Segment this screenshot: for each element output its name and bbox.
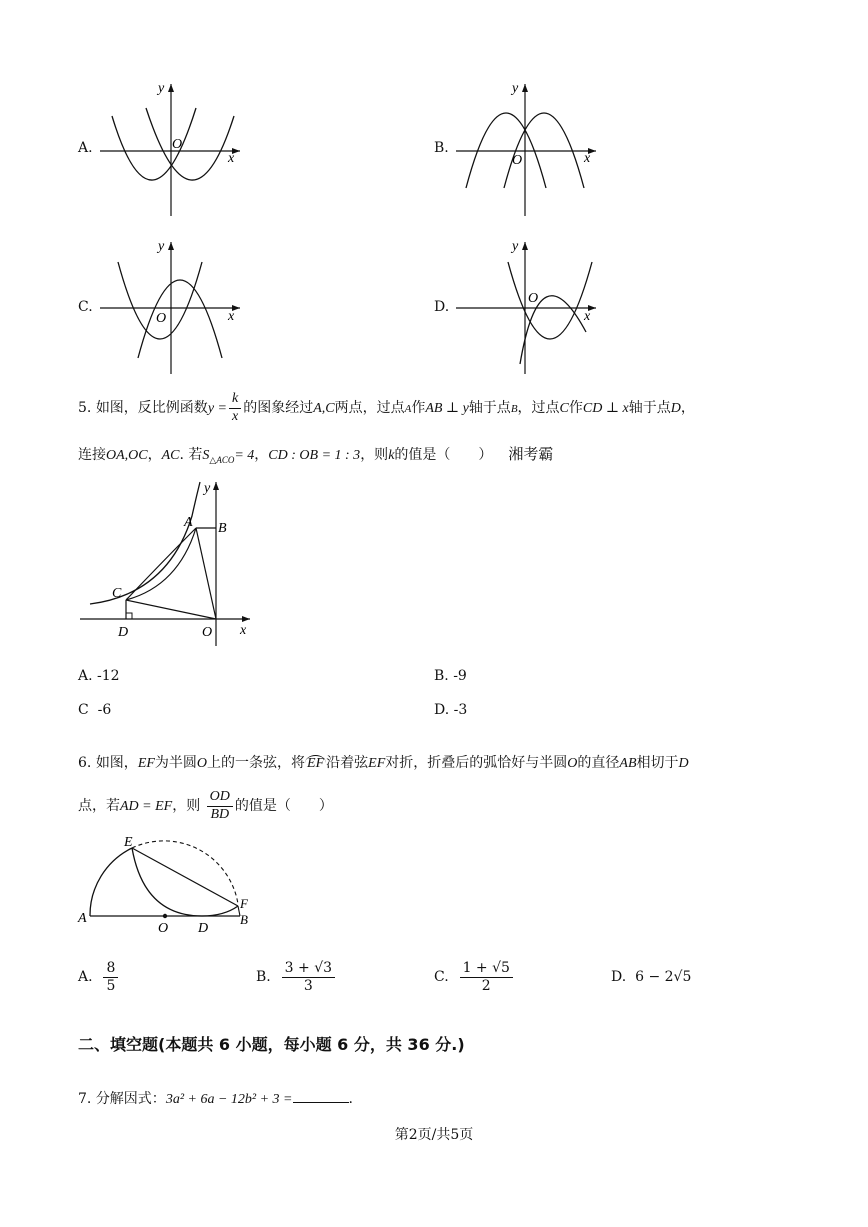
q5-option-a: A. -12: [78, 668, 120, 684]
q4-option-a-label: A.: [78, 140, 93, 156]
q4-option-c-label: C.: [78, 299, 93, 315]
q5-line2: [78, 443, 553, 466]
q4-c-x-label: x: [228, 309, 235, 324]
q5-fig-y: y: [204, 481, 211, 496]
q4-c-y-label: y: [158, 239, 165, 254]
q6-text: 点，若: [78, 798, 120, 814]
q4-option-a-graph: [100, 78, 250, 218]
page-footer: 第2页/共5页: [394, 1127, 474, 1143]
q6-option-a: A. $\frac{8}{5}$: [78, 955, 120, 999]
q5-text: 的图象经过: [243, 400, 314, 416]
q5-text: 两点，过点: [334, 400, 405, 416]
q6-text: 上的一条弦，将: [207, 755, 306, 771]
q5-text: 如图，反比例函数: [95, 400, 208, 416]
q5-fig-c: C: [112, 586, 122, 601]
q5-point-c: C: [559, 401, 569, 416]
q5-fig-b: B: [218, 521, 227, 536]
q6-line1: [78, 752, 689, 772]
q5-fig-a: A: [184, 515, 193, 530]
q6-fig-d: D: [198, 921, 209, 936]
q5-perp-cd: CD ⊥ x: [582, 401, 629, 416]
q5-area-s: S: [202, 448, 210, 463]
q6-option-c: C. $\frac{1 + √5}{2}$: [434, 955, 515, 999]
q5-func-frac: $\frac{k}{x}$: [229, 391, 241, 424]
q7-number: 7.: [78, 1091, 92, 1107]
q6-text: 的直径: [577, 755, 620, 771]
q5-func-lhs: y =: [207, 401, 227, 416]
q6-o: O: [567, 756, 578, 771]
q6-text: ，则: [172, 798, 201, 814]
q6-text: 为半圆: [154, 755, 197, 771]
q5-number: 5.: [78, 400, 92, 416]
q5-area-val: = 4: [234, 448, 255, 463]
q4-b-origin-label: O: [512, 153, 523, 168]
q4-option-b-graph: [456, 78, 606, 218]
q5-fig-x: x: [240, 623, 247, 638]
q5-option-d: D. -3: [434, 702, 468, 718]
q7-line: [78, 1088, 353, 1108]
q5-text: 轴于点: [628, 400, 671, 416]
q5-fig-o: O: [202, 625, 213, 640]
q5-perp-ab: AB ⊥ y: [425, 401, 469, 416]
q4-option-d-graph: [456, 236, 606, 376]
q5-ratio: CD : OB = 1 : 3: [268, 448, 361, 463]
q4-d-origin-label: O: [528, 291, 539, 306]
q5-text: 的值是（ ）: [394, 447, 493, 463]
q6-fig-o: O: [158, 921, 169, 936]
q6-text: 沿着弦: [326, 755, 369, 771]
q7-answer-blank[interactable]: [293, 1090, 349, 1103]
q5-option-c: C -6: [78, 702, 112, 718]
q7-end: .: [348, 1091, 353, 1107]
q6-number: 6.: [78, 755, 92, 771]
q6-fig-e: E: [124, 835, 133, 850]
q5-figure: [78, 476, 258, 646]
q6-text: 对折，折叠后的弧恰好与半圆: [385, 755, 568, 771]
q5-text: 作: [568, 400, 583, 416]
q5-text: ，: [254, 447, 269, 463]
q6-option-d: D. 6 − 2√5: [611, 969, 692, 985]
q6-line2: [78, 784, 333, 829]
q6-fig-a: A: [78, 911, 87, 926]
q6-ef: EF: [137, 756, 155, 771]
q6-ef: EF: [368, 756, 386, 771]
q4-a-y-label: y: [158, 81, 165, 96]
q6-eq: AD = EF: [120, 799, 173, 814]
q5-option-b: B. -9: [434, 668, 467, 684]
q6-fig-b: B: [240, 912, 248, 927]
q4-option-b-label: B.: [434, 140, 449, 156]
q4-b-y-label: y: [512, 81, 519, 96]
q5-text: 作: [411, 400, 426, 416]
q5-text: ，过点: [517, 400, 560, 416]
q4-c-origin-label: O: [156, 311, 167, 326]
q5-text: ，: [680, 400, 695, 416]
section2-title: 二、填空题(本题共 6 小题，每小题 6 分，共 36 分.): [78, 1035, 465, 1054]
q5-fig-d: D: [118, 625, 129, 640]
q4-option-d-label: D.: [434, 299, 450, 315]
q7-text: 分解因式：: [95, 1091, 166, 1107]
q5-text: ，则: [360, 447, 389, 463]
q4-d-y-label: y: [512, 239, 519, 254]
q7-expr: 3a² + 6a − 12b² + 3 =: [165, 1092, 293, 1107]
q5-text: ，: [147, 447, 162, 463]
q5-area-sub: △ACO: [209, 454, 235, 465]
q5-k: k: [388, 448, 395, 463]
q6-text: 相切于: [636, 755, 679, 771]
q4-a-origin-label: O: [172, 137, 183, 152]
q5-line1: [78, 388, 695, 429]
q6-fraction: $\frac{OD}{BD}$: [207, 789, 233, 822]
q6-d: D: [678, 756, 689, 771]
q6-ab: AB: [619, 756, 637, 771]
q6-arc-ef: EF: [307, 756, 325, 771]
q5-point-d: D: [670, 401, 681, 416]
q5-point-b: B: [510, 403, 518, 415]
q6-figure: [74, 832, 260, 936]
q5-points: A,C: [313, 401, 335, 416]
q5-ac: AC: [161, 448, 180, 463]
watermark-text: 湘考霸: [508, 445, 554, 463]
q6-text: 的值是（ ）: [234, 798, 333, 814]
q5-text: 轴于点: [468, 400, 511, 416]
q4-a-x-label: x: [228, 151, 235, 166]
q4-d-x-label: x: [584, 309, 591, 324]
q5-text: . 若: [179, 447, 203, 463]
q4-option-c-graph: [100, 236, 250, 376]
q6-o: O: [196, 756, 208, 771]
q5-point-a: A: [404, 403, 412, 415]
q5-text: 连接: [78, 447, 106, 463]
q6-fig-f: F: [240, 896, 248, 911]
q6-option-b: B. $\frac{3 + √3}{3}$: [256, 955, 337, 999]
q6-text: 如图，: [95, 755, 138, 771]
q4-b-x-label: x: [584, 151, 591, 166]
q5-oaoc: OA,OC: [106, 448, 148, 463]
